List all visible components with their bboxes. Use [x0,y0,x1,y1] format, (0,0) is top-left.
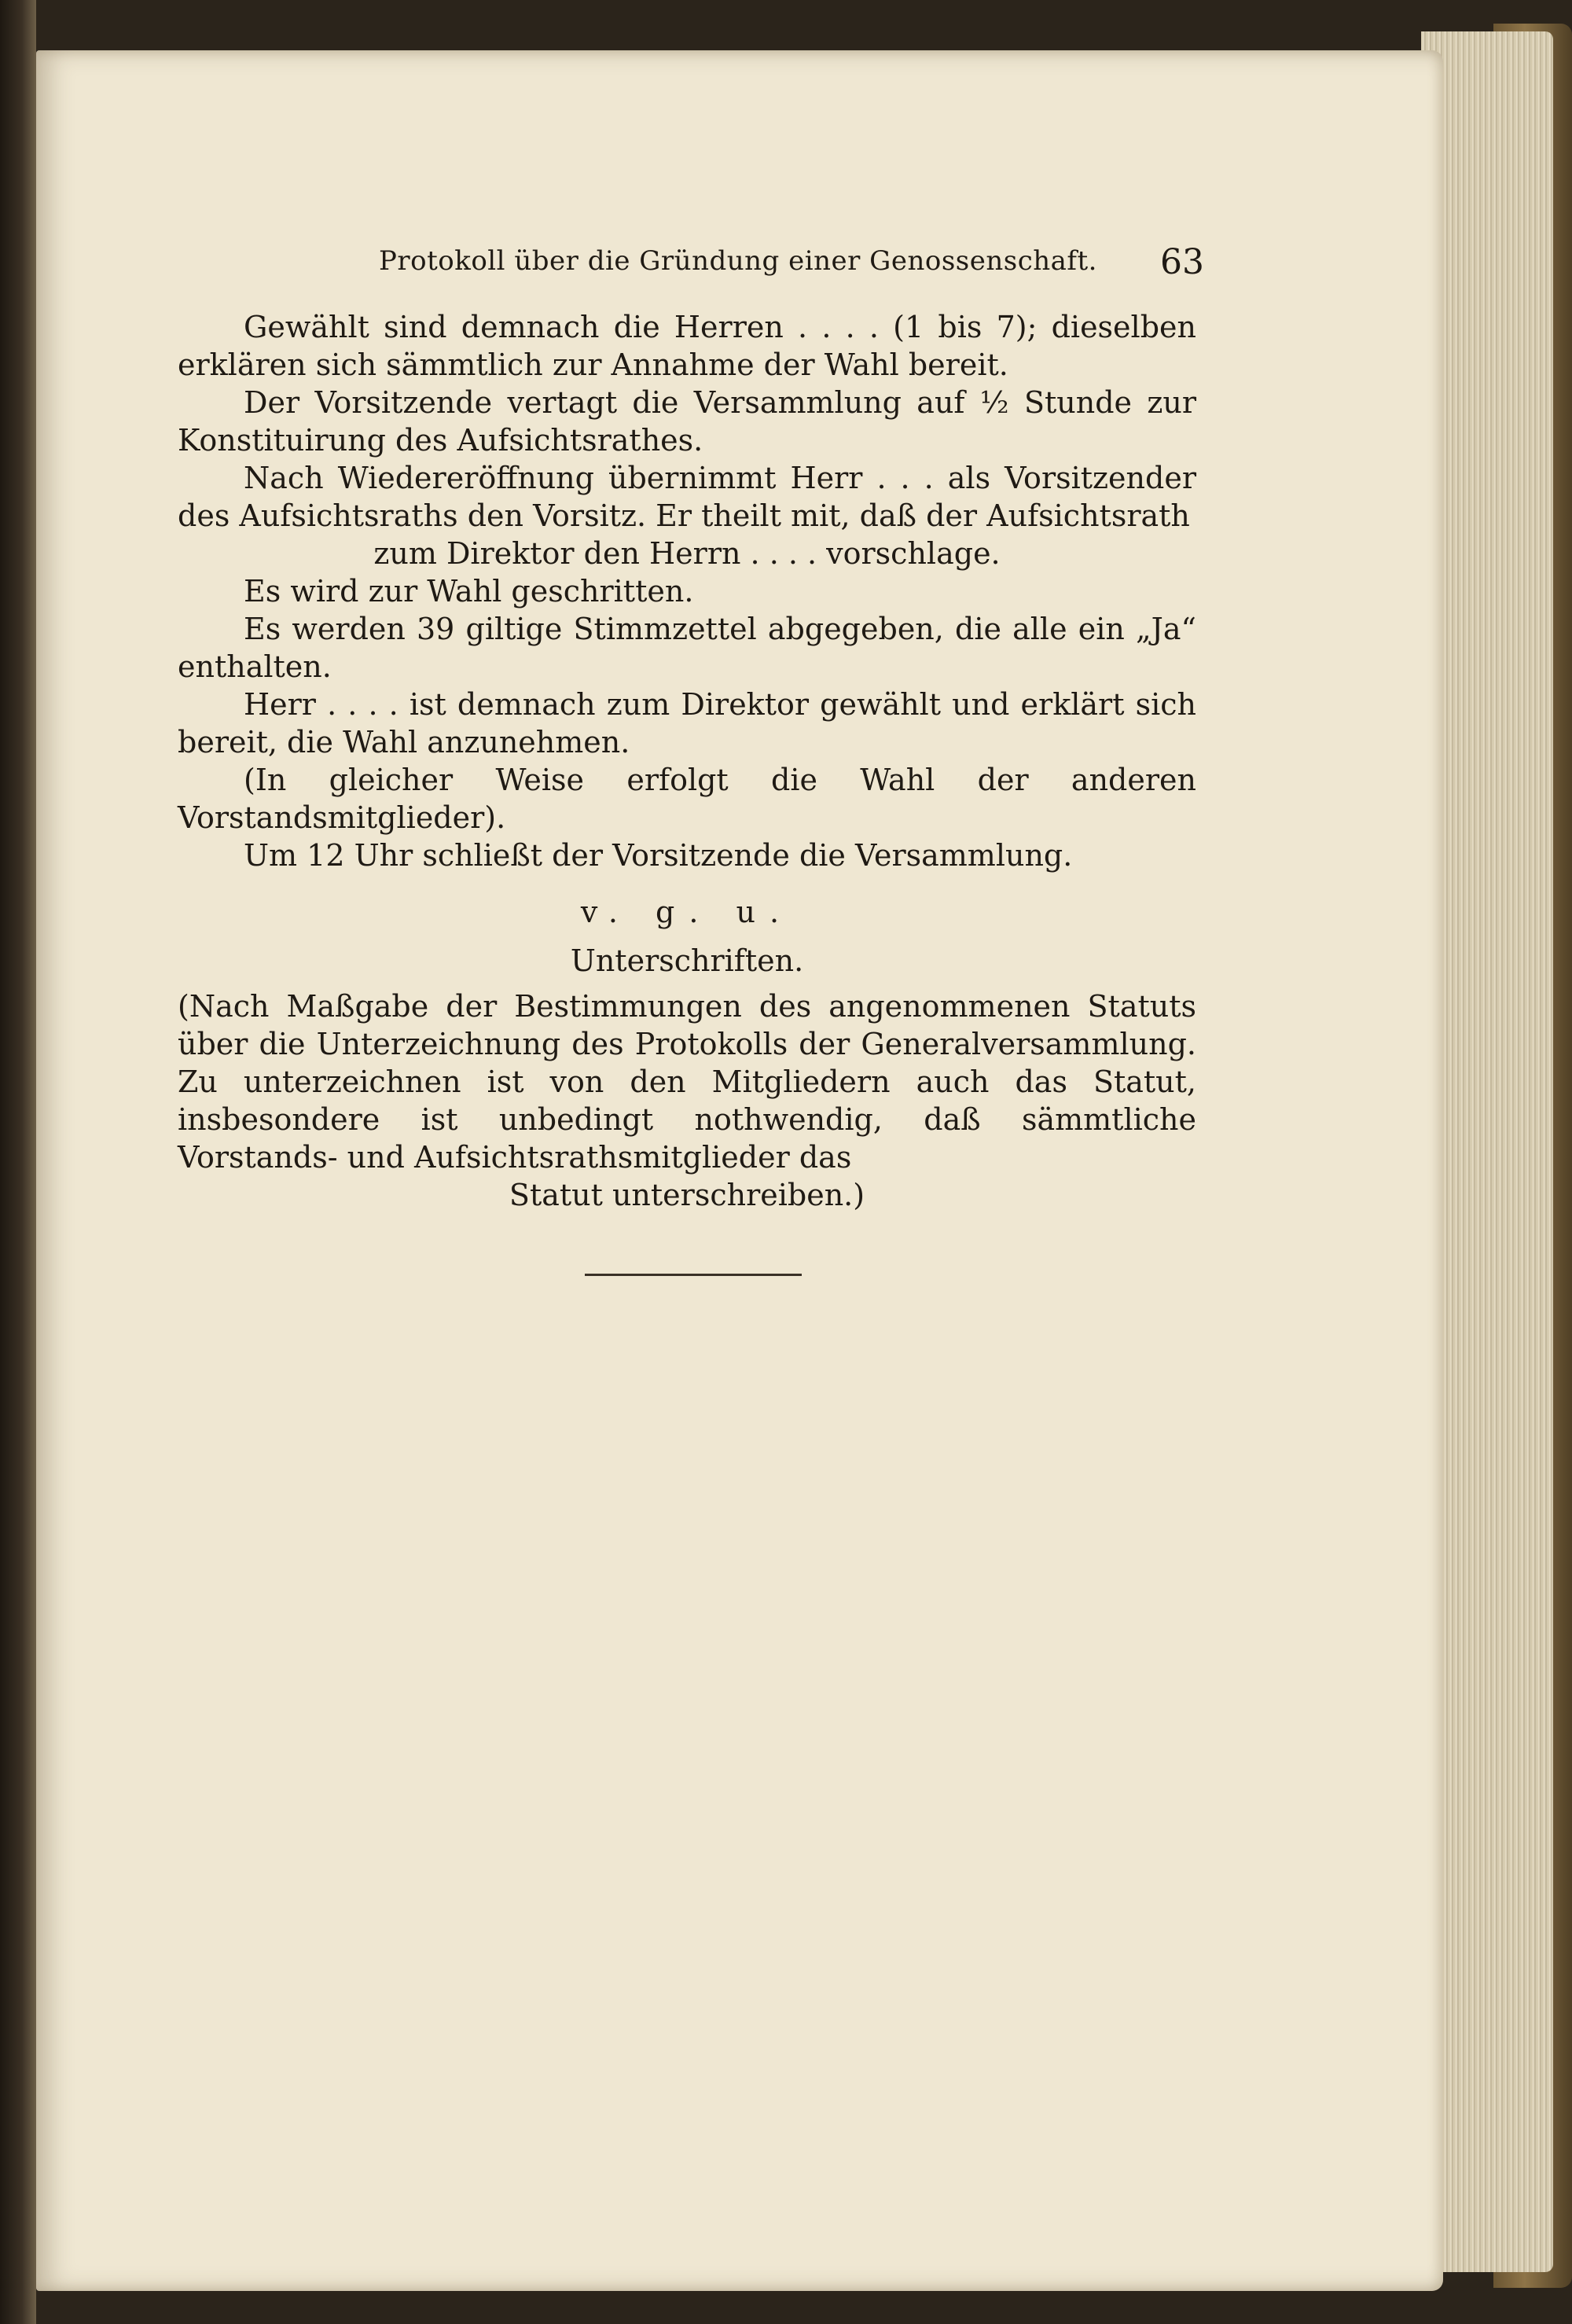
closing-formula: v. g. u. [580,895,794,929]
paragraph-ballots: Es werden 39 giltige Stimmzettel abgegeben, die alle ein „Ja“ enthalten. [178,612,1196,684]
signatures-heading: Unterschriften. [570,943,804,978]
page-number: 63 [1160,242,1204,282]
paragraph-other-members: (In gleicher Weise erfolgt die Wahl der anderen Vorstandsmitglieder). [178,763,1196,835]
running-head: Protokoll über die Gründung einer Genossenschaft. [379,245,1097,277]
paragraph-vote: Es wird zur Wahl geschritten. [244,574,694,609]
paragraph-elected: Gewählt sind demnach die Herren . . . . (1 bis 7); dieselben erklären sich sämmtlich zur Annahme der Wahl bereit. [178,310,1196,382]
paragraph-closing-time: Um 12 Uhr schließt der Vorsitzende die Versammlung. [244,838,1073,873]
paragraph-director-proposal: zum Direktor den Herrn . . . . vorschlage. [373,536,1001,571]
paragraph-adjourn: Der Vorsitzende vertagt die Versammlung auf ½ Stunde zur Konstituirung des Aufsichtsrathes. [178,385,1196,458]
paragraph-reopening: Nach Wiedereröffnung übernimmt Herr . . . als Vorsitzender des Aufsichtsraths den Vorsitz. Er theilt mit, daß der Aufsichtsrath [178,461,1196,533]
page-body [178,308,1196,1214]
book-cover-left [0,0,36,2324]
signature-note: (Nach Maßgabe der Bestimmungen des angenommenen Statuts über die Unterzeichnung des Protokolls der Generalversammlung. Zu unterzeichnen ist von den Mitgliedern auch das Statut, insbesondere ist unbedingt nothwendig, daß sämmtliche Vorstands- und Aufsichtsrathsmitglieder das [178,989,1196,1175]
signature-note-last-line: Statut unterschreiben.) [509,1178,865,1212]
paragraph-director-elected: Herr . . . . ist demnach zum Direktor gewählt und erklärt sich bereit, die Wahl anzunehmen. [178,687,1196,759]
end-rule [585,1274,802,1276]
